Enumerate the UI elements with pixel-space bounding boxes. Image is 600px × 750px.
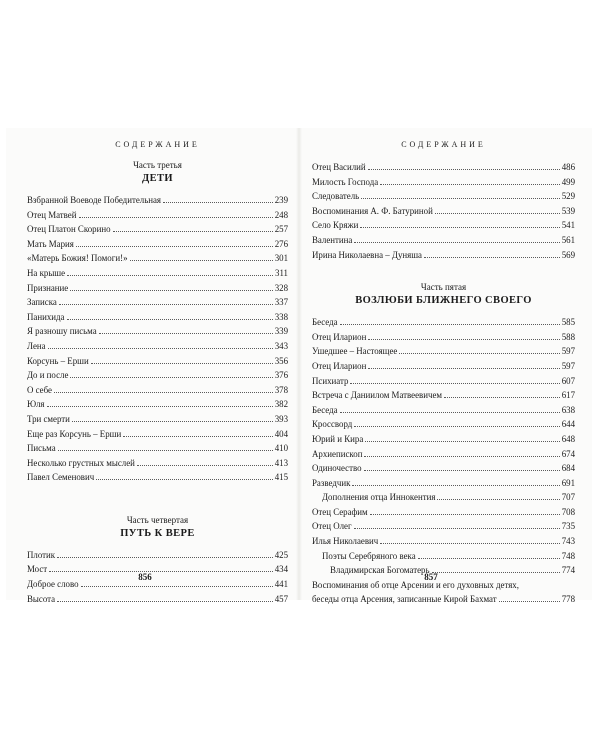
- dot-leader: [47, 406, 273, 407]
- toc-list: [27, 193, 288, 485]
- toc-entry[interactable]: [312, 248, 575, 263]
- toc-entry-title: Дополнения отца Иннокентия: [322, 492, 436, 503]
- toc-entry-page: 239: [274, 195, 288, 205]
- toc-entry-title: Архиепископ: [312, 448, 363, 459]
- dot-leader: [350, 383, 559, 384]
- toc-entry-title: Я разношу письма: [27, 326, 97, 337]
- toc-entry[interactable]: [27, 383, 288, 398]
- toc-entry-page: 393: [274, 413, 288, 424]
- dot-leader: [364, 470, 560, 471]
- toc-entry-title: До и после: [27, 370, 69, 381]
- toc-entry[interactable]: [312, 344, 575, 359]
- part-title: ВОЗЛЮБИ БЛИЖНЕГО СВОЕГО: [355, 295, 532, 307]
- toc-entry-page: 376: [274, 370, 288, 381]
- toc-entry-title: Поэты Серебряного века: [322, 550, 416, 561]
- toc-entry-title: Лена: [27, 340, 46, 351]
- toc-entry-title: Панихида: [27, 311, 65, 322]
- toc-entry-title: Психиатр: [312, 375, 349, 386]
- running-head: СОДЕРЖАНИЕ: [401, 140, 486, 149]
- toc-entry-page: 774: [561, 565, 575, 576]
- toc-entry[interactable]: [312, 519, 575, 534]
- toc-entry-page: 648: [561, 433, 575, 444]
- toc-entry[interactable]: [27, 324, 288, 339]
- dot-leader: [340, 412, 560, 413]
- toc-entry[interactable]: [27, 339, 288, 354]
- dot-leader: [70, 290, 272, 291]
- dot-leader: [399, 353, 559, 354]
- running-head: СОДЕРЖАНИЕ: [115, 140, 200, 149]
- dot-leader: [123, 436, 272, 437]
- spacer: [27, 485, 288, 507]
- toc-entry-title: Отец Олег: [312, 521, 352, 532]
- toc-entry-title: Записка: [27, 297, 57, 308]
- dot-leader: [418, 558, 560, 559]
- toc-entry-title: Павел Семенович: [27, 472, 95, 483]
- toc-entry-page: 684: [561, 463, 575, 474]
- toc-entry[interactable]: [27, 441, 288, 456]
- part-title: ПУТЬ К ВЕРЕ: [120, 527, 195, 539]
- dot-leader: [368, 339, 559, 340]
- toc-entry-title: Мать Мария: [27, 238, 74, 249]
- toc-list: [312, 315, 575, 578]
- toc-entry-title: Отец Матвей: [27, 209, 77, 220]
- toc-entry-page: 311: [275, 267, 288, 278]
- toc-entry-page: 529: [561, 191, 575, 202]
- toc-entry-title: Встреча с Даниилом Матвеевичем: [312, 390, 443, 401]
- toc-entry[interactable]: [312, 175, 575, 190]
- dot-leader: [435, 213, 560, 214]
- toc-entry-page: 561: [561, 234, 575, 245]
- dot-leader: [354, 528, 560, 529]
- toc-entry-page: 539: [561, 205, 575, 216]
- dot-leader: [70, 377, 272, 378]
- toc-entry-title: На крыше: [27, 267, 66, 278]
- dot-leader: [340, 324, 560, 325]
- toc-entry[interactable]: [27, 592, 288, 607]
- toc-entry-title: Ушедшее – Настоящее: [312, 346, 398, 357]
- toc-entry-page: 425: [274, 549, 288, 560]
- toc-entry[interactable]: [27, 310, 288, 325]
- toc-entry-title: Следователь: [312, 191, 360, 202]
- dot-leader: [364, 456, 559, 457]
- dot-leader: [81, 586, 273, 587]
- toc-entry-page: 748: [561, 550, 575, 561]
- dot-leader: [113, 231, 273, 232]
- dot-leader: [59, 304, 273, 305]
- toc-entry-title: Одиночество: [312, 463, 362, 474]
- dot-leader: [424, 257, 560, 258]
- toc-entry[interactable]: [312, 388, 575, 403]
- toc-entry-title: Разведчик: [312, 477, 351, 488]
- toc-entry-page: 257: [274, 224, 288, 235]
- toc-entry-page: 276: [274, 238, 288, 249]
- toc-entry-page: 644: [561, 419, 575, 430]
- toc-entry[interactable]: [312, 374, 575, 389]
- toc-entry-page: 339: [274, 326, 288, 337]
- toc-entry-title: Отец Василий: [312, 162, 366, 172]
- toc-entry-title: Письма: [27, 443, 56, 454]
- dot-leader: [72, 421, 273, 422]
- toc-entry[interactable]: [27, 548, 288, 563]
- dot-leader: [370, 514, 560, 515]
- part-title: ДЕТИ: [142, 173, 173, 184]
- toc-entry-page: 338: [274, 311, 288, 322]
- toc-entry-page: 382: [274, 399, 288, 410]
- dot-leader: [67, 319, 273, 320]
- left-page: [27, 140, 288, 606]
- toc-entry-page: 457: [274, 593, 288, 604]
- toc-entry-page: 569: [561, 249, 575, 260]
- dot-leader: [91, 363, 273, 364]
- toc-entry-title: Мост: [27, 564, 48, 575]
- toc-entry[interactable]: [312, 578, 575, 607]
- dot-leader: [444, 397, 560, 398]
- toc-entry-page: 597: [561, 346, 575, 357]
- right-page: [312, 140, 575, 607]
- toc-entry[interactable]: [312, 359, 575, 374]
- dot-leader: [130, 260, 273, 261]
- toc-entry[interactable]: [27, 237, 288, 252]
- dot-leader: [354, 242, 559, 243]
- part-label: Часть пятая: [420, 282, 467, 293]
- toc-entry-title: Село Кряжи: [312, 220, 359, 231]
- dot-leader: [67, 275, 273, 276]
- toc-entry-title: Юля: [27, 399, 45, 410]
- toc-entry-page: 434: [274, 564, 288, 575]
- toc-entry-title: Воспоминания А. Ф. Батуриной: [312, 205, 433, 216]
- toc-entry-title: Беседа: [312, 317, 338, 328]
- toc-entry-title: Ирина Николаевна – Дуняша: [312, 249, 423, 260]
- toc-entry[interactable]: [27, 222, 288, 237]
- toc-entry-title: Еще раз Корсунь – Ерши: [27, 428, 122, 439]
- toc-entry-page: 708: [561, 506, 575, 517]
- toc-entry-page: 597: [561, 360, 575, 371]
- toc-entry[interactable]: [312, 160, 575, 175]
- toc-entry[interactable]: [27, 456, 288, 471]
- dot-leader: [79, 217, 273, 218]
- toc-entry[interactable]: [312, 204, 575, 219]
- toc-entry[interactable]: [312, 218, 575, 233]
- toc-entry[interactable]: [312, 490, 575, 505]
- toc-entry-title: Беседа: [312, 404, 338, 415]
- toc-entry-page: 248: [274, 209, 288, 220]
- toc-entry[interactable]: [27, 251, 288, 266]
- toc-entry[interactable]: [27, 295, 288, 310]
- toc-entry-page: 617: [561, 390, 575, 401]
- dot-leader: [361, 198, 559, 199]
- toc-entry-page: 415: [274, 472, 288, 483]
- toc-entry-title: Валентина: [312, 234, 353, 245]
- toc-entry-title: Несколько грустных мыслей: [27, 457, 135, 468]
- toc-entry[interactable]: [27, 427, 288, 442]
- dot-leader: [57, 601, 273, 602]
- toc-entry[interactable]: [27, 412, 288, 427]
- toc-entry-title: беседы отца Арсения, записанные Кирой Бахмат: [312, 594, 497, 605]
- toc-entry[interactable]: [312, 233, 575, 248]
- toc-entry[interactable]: [312, 315, 575, 330]
- toc-entry-page: 743: [561, 536, 575, 547]
- toc-entry[interactable]: [312, 476, 575, 491]
- toc-entry-title: Отец Серафим: [312, 506, 368, 517]
- dot-leader: [99, 333, 273, 334]
- toc-entry-page: 607: [561, 375, 575, 386]
- toc-entry-title: Доброе слово: [27, 579, 79, 590]
- toc-entry[interactable]: [312, 534, 575, 549]
- toc-entry-title: Признание: [27, 282, 69, 293]
- dot-leader: [354, 426, 559, 427]
- dot-leader: [368, 169, 560, 170]
- dot-leader: [57, 557, 273, 558]
- dot-leader: [499, 601, 560, 602]
- toc-entry[interactable]: [312, 330, 575, 345]
- toc-entry[interactable]: [312, 403, 575, 418]
- dot-leader: [54, 392, 273, 393]
- toc-entry-page: 585: [561, 317, 575, 328]
- toc-entry-title: О себе: [27, 384, 52, 395]
- toc-list: [312, 578, 575, 607]
- toc-entry-page: 638: [561, 404, 575, 415]
- toc-entry-page: 410: [274, 443, 288, 454]
- toc-entry-page: 343: [274, 340, 288, 351]
- toc-entry-title: Три смерти: [27, 413, 70, 424]
- toc-entry[interactable]: [27, 368, 288, 383]
- toc-entry-page: 735: [561, 521, 575, 532]
- dot-leader: [368, 368, 559, 369]
- toc-entry-title: Кроссворд: [312, 419, 353, 430]
- toc-entry-title: «Матерь Божия! Помоги!»: [27, 253, 128, 264]
- dot-leader: [380, 184, 560, 185]
- toc-entry-title: Плотик: [27, 549, 56, 560]
- toc-entry-page: 378: [274, 384, 288, 395]
- toc-entry-page: 441: [274, 579, 288, 590]
- toc-entry[interactable]: [312, 461, 575, 476]
- page-number: 857: [424, 572, 438, 582]
- dot-leader: [163, 202, 273, 203]
- toc-entry-page: 413: [274, 457, 288, 468]
- toc-entry-title: Юрий и Кира: [312, 433, 364, 444]
- toc-entry[interactable]: [27, 193, 288, 208]
- toc-entry-title: Илья Николаевич: [312, 536, 379, 547]
- dot-leader: [137, 465, 273, 466]
- toc-entry-title: Милость Господа: [312, 176, 379, 187]
- toc-entry-page: 674: [561, 448, 575, 459]
- toc-entry-title: Корсунь – Ерши: [27, 355, 89, 366]
- toc-entry-page: 588: [561, 331, 575, 342]
- toc-entry[interactable]: [27, 208, 288, 223]
- part-label: Часть четвертая: [126, 514, 189, 525]
- toc-entry-page: 778: [561, 594, 575, 605]
- toc-entry[interactable]: [27, 470, 288, 485]
- page-number: 856: [138, 572, 152, 582]
- dot-leader: [76, 246, 273, 247]
- dot-leader: [352, 485, 559, 486]
- dot-leader: [365, 441, 559, 442]
- toc-entry-title: Высота: [27, 593, 56, 604]
- toc-entry[interactable]: [312, 505, 575, 520]
- toc-entry-page: 486: [561, 162, 575, 172]
- toc-entry-page: 328: [274, 282, 288, 293]
- part-label: Часть третья: [133, 160, 182, 170]
- toc-entry-title: Отец Платон Скорино: [27, 224, 111, 235]
- toc-list: [312, 160, 575, 262]
- toc-entry[interactable]: [27, 354, 288, 369]
- dot-leader: [437, 499, 559, 500]
- toc-entry[interactable]: [312, 189, 575, 204]
- dot-leader: [96, 479, 273, 480]
- toc-entry-page: 404: [274, 428, 288, 439]
- toc-entry-title: Отец Иларион: [312, 360, 367, 371]
- toc-entry-page: 691: [561, 477, 575, 488]
- toc-entry[interactable]: [312, 549, 575, 564]
- toc-entry-title: Отец Иларион: [312, 331, 367, 342]
- dot-leader: [58, 450, 273, 451]
- toc-entry-page: 301: [274, 253, 288, 264]
- dot-leader: [380, 543, 559, 544]
- toc-entry[interactable]: [27, 266, 288, 281]
- book-gutter: [296, 128, 302, 600]
- dot-leader: [360, 227, 559, 228]
- toc-entry[interactable]: [312, 417, 575, 432]
- toc-entry-title: Воспоминания об отце Арсении и его духовных детях,: [312, 579, 519, 590]
- toc-entry-page: 356: [274, 355, 288, 366]
- toc-entry-page: 707: [561, 492, 575, 503]
- toc-entry[interactable]: [27, 281, 288, 296]
- toc-entry-page: 499: [561, 176, 575, 187]
- toc-entry-page: 541: [561, 220, 575, 231]
- dot-leader: [48, 348, 273, 349]
- toc-entry[interactable]: [312, 432, 575, 447]
- toc-entry[interactable]: [312, 447, 575, 462]
- toc-entry[interactable]: [27, 397, 288, 412]
- spacer: [312, 262, 575, 274]
- toc-entry-title: Взбранной Воеводе Победительная: [27, 195, 162, 205]
- toc-entry-page: 337: [274, 297, 288, 308]
- toc-entry-title: Владимирская Богоматерь: [330, 565, 430, 576]
